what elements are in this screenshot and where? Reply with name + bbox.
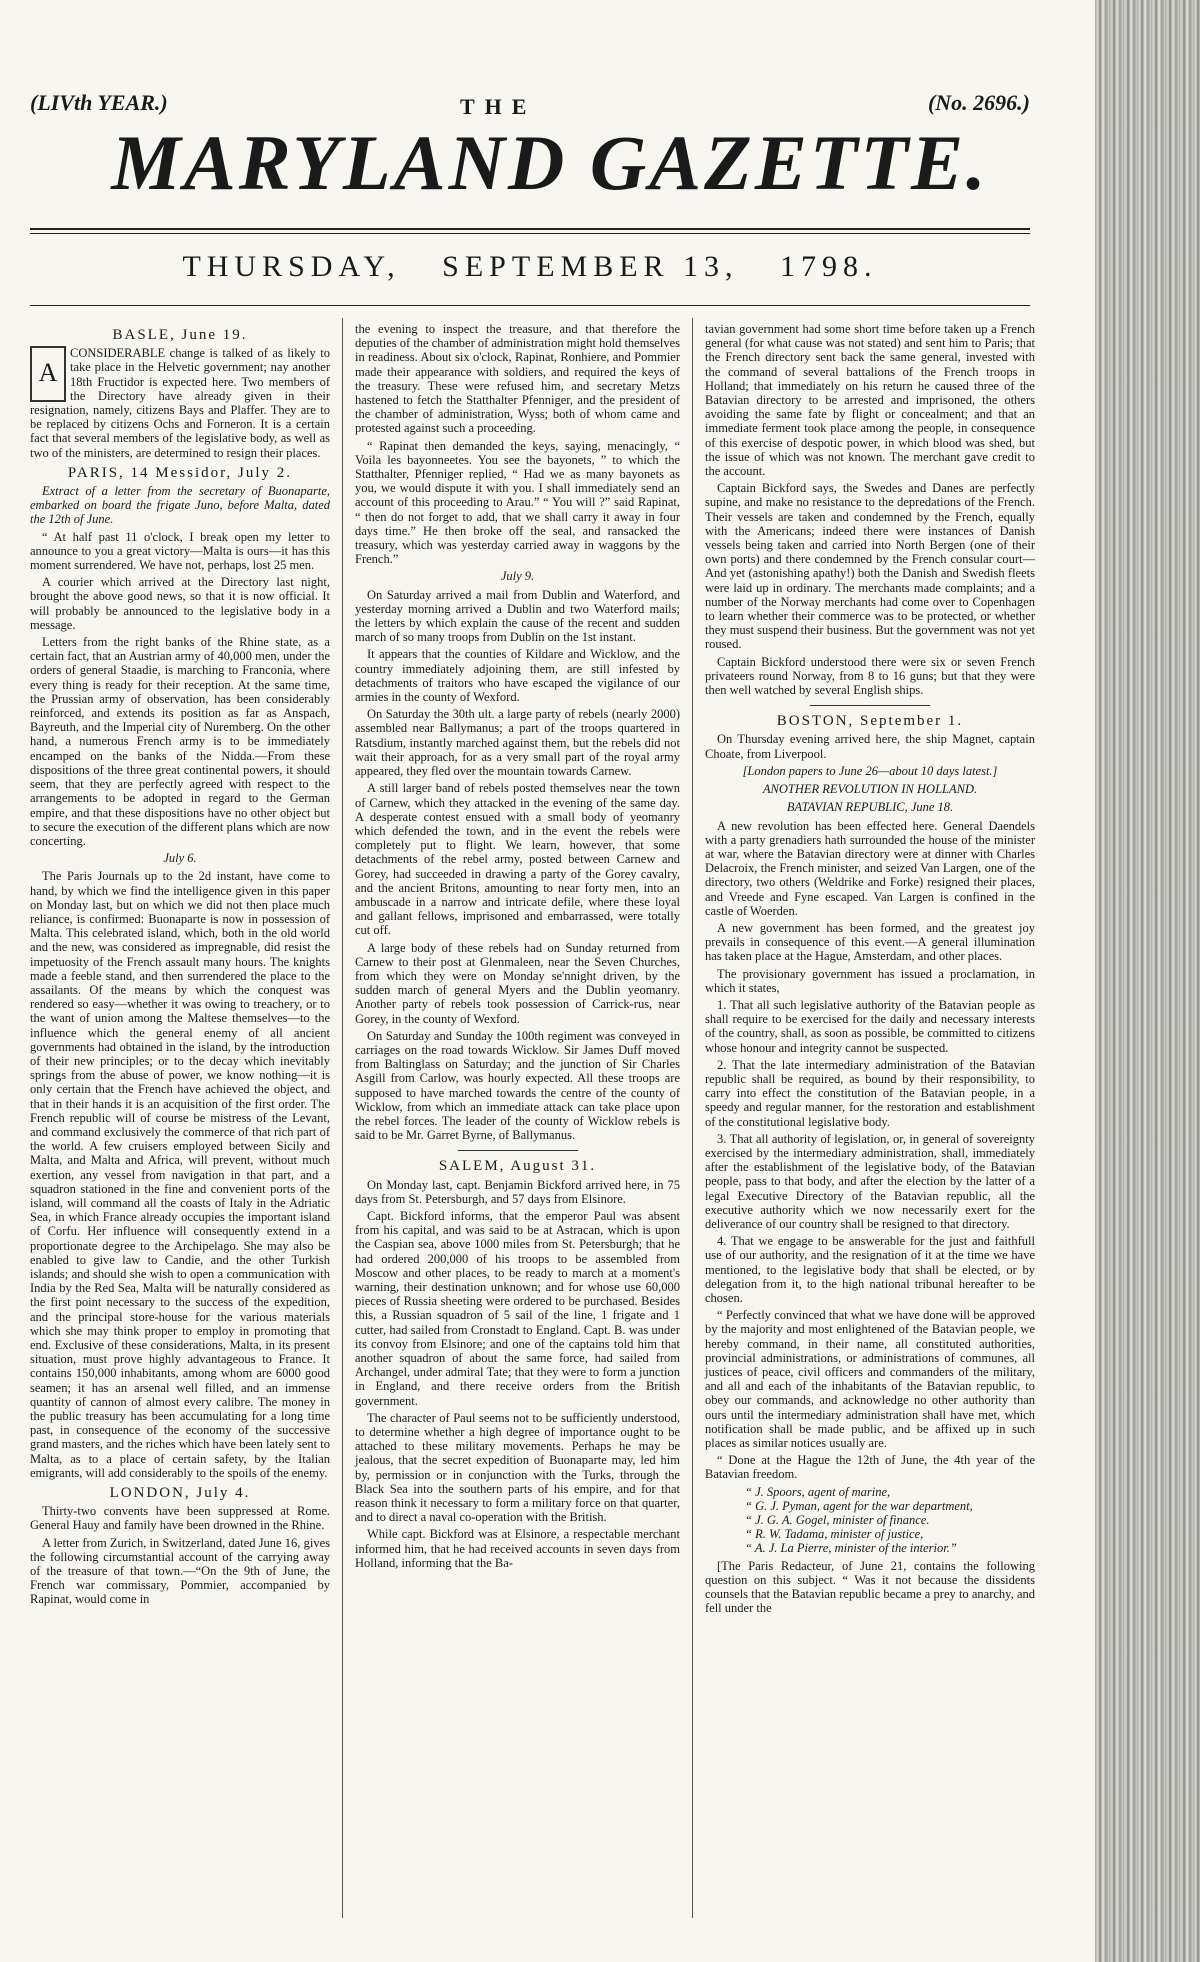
article-paragraph: 1. That all such legislative authority of the Batavian people as shall require to be exercised for the daily and necessary interests of the country, shall, as soon as possible, be committed to citizens whose honour and integrity cannot be suspected.	[705, 997, 1035, 1055]
article-paragraph: A new revolution has been effected here. General Daendels with a party grenadiers hath surrounded the house of the minister at war, where the Batavian directory were at dinner with Charles Delacroix, the French minister, and seized Van Largen, one of the directory, two others (Weldrike and Forke) resigned their places, and Vreede and Fyne escaped. Van Largen is confined in the castle of Woerden.	[705, 818, 1035, 918]
article-paragraph: the evening to inspect the treasure, and that therefore the deputies of the chamber of administration might hold themselves in readiness. About six o'clock, Rapinat, Ronhiere, and Pommier made their appearance with soldiers, and required the keys of the treasury. These were refused him, and secretary Metzs hastened to fetch the Statthalter Pfenniger, and the president of the chamber of administration, Wyss; both of whom came and protested against such a proceeding.	[355, 322, 680, 436]
article-date: July 6.	[163, 851, 197, 866]
ornamental-dropcap: A	[30, 346, 66, 402]
section-rule	[810, 705, 930, 706]
article-paragraph: On Thursday evening arrived here, the ship Magnet, captain Choate, from Liverpool.	[705, 732, 1035, 761]
article-paragraph: On Saturday arrived a mail from Dublin and Waterford, and yesterday morning arrived a Dublin and two Waterford mails; the letters by which explain the cause of the recent and sudden march of so many troops from Dublin on the 1st instant.	[355, 587, 680, 645]
article-heading: SALEM, August 31.	[438, 1158, 597, 1175]
article-subheading: Extract of a letter from the secretary of Buonaparte, embarked on board the frigate Juno, before Malta, dated the 12th of June.	[30, 484, 330, 527]
column-2	[355, 322, 680, 1573]
article-paragraph: “ Done at the Hague the 12th of June, the 4th year of the Batavian freedom.	[705, 1453, 1035, 1482]
article-paragraph: On Saturday the 30th ult. a large party of rebels (nearly 2000) assembled near Ballymanus; a part of the troops quartered in Ratsdium, instantly marched against them, but the rebels did not wait their approach, for as a very small part of the royal army appeared, they fled over the mountain towards Carnew.	[355, 707, 680, 779]
paragraph-text: CONSIDERABLE change is talked of as likely to take place in the Helvetic government; nay another 18th Fructidor is expected here. Two members of the Directory have already given in their resignation, namely, citizens Bays and Plaffer. They are to be replaced by citizens Ochs and Forneron. It is a certain fact that several members of the legislative body, as well as two of the ministers, are determined to resign their places.	[30, 346, 330, 460]
article-paragraph: A new government has been formed, and the greatest joy prevails in consequence of this event.—A general illumination has taken place at the Hague, Amsterdam, and other places.	[705, 920, 1035, 964]
masthead-rule-thin	[30, 233, 1030, 234]
article-heading: PARIS, 14 Messidor, July 2.	[67, 464, 293, 481]
dateline-day: THURSDAY,	[182, 250, 401, 283]
article-heading: BOSTON, September 1.	[776, 713, 964, 730]
masthead-rule	[30, 228, 1030, 230]
article-paragraph: On Monday last, capt. Benjamin Bickford arrived here, in 75 days from St. Petersburgh, and 57 days from Elsinore.	[355, 1177, 680, 1206]
article-paragraph: “ Rapinat then demanded the keys, saying, menacingly, “ Voila les bayonneetes. You see the bayonets, ” to which the Statthalter, Pfenniger replied, “ Had we as many bayonets as you, we would dispute it with you. I shall immediately send an account of this proceeding to Arau.” “ You will ?” said Rapinat, “ then do not forget to add, that we shall carry it away in four days time.” He then broke off the seal, and ransacked the treasury, which was yesterday carried away in waggons by the French.”	[355, 438, 680, 567]
article-paragraph: A large body of these rebels had on Sunday returned from Carnew to their post at Glenmaleen, near the Seven Churches, from which they were on Monday se'nnight driven, by the sudden march of general Myers and the Dublin yeomanry. Another party of rebels took possession of Carrick-rus, near Gorey, in the county of Wexford.	[355, 940, 680, 1026]
dateline	[30, 250, 1030, 284]
signatory: “ R. W. Tadama, minister of justice,	[745, 1527, 924, 1542]
dateline-rule	[30, 305, 1030, 306]
article-paragraph: 2. That the late intermediary administration of the Batavian republic shall be required, as bound by their responsibility, to carry into effect the constitution of the Batavian people, in a speedy and regular manner, for the restoration and establishment of the constitutional legislative body.	[705, 1057, 1035, 1129]
article-paragraph: tavian government had some short time before taken up a French general (for what cause was not stated) and sent him to Paris; that the French directory sent back the same general, invested with the command of several battalions of the French troops in Holland; that immediately on his return he caused three of the Batavian directory to be arrested and imprisoned, the others avoiding the same fate by flight or concealment; and that an immediate ferment took place among the people, in consequence of this exercise of despotic power, in which blood was shed, but the issue of which was not known. The merchant gave credit to the account.	[705, 322, 1035, 479]
page-edge-scan-artifact	[1095, 0, 1200, 1962]
article-paragraph: The character of Paul seems not to be sufficiently understood, to determine whether a high degree of importance ought to be attached to these military movements. Perhaps he may be jealous, that the secret expedition of Buonaparte may, led him by, permission or in conjunction with the Turks, through the Black Sea into the southern parts of his empire, and for that reason think it necessary to form a military force on that quarter, and to direct a naval co-operation with the British.	[355, 1410, 680, 1525]
signatory: “ J. G. A. Gogel, minister of finance.	[745, 1513, 930, 1528]
article-paragraph: It appears that the counties of Kildare and Wicklow, and the country immediately adjoining them, are still infested by detachments of traitors who have escaped the vigilance of our armies in the county of Wexford.	[355, 647, 680, 705]
article-paragraph: “ At half past 11 o'clock, I break open my letter to announce to you a great victory—Malta is ours—it has this moment surrendered. We have not, perhaps, lost 25 men.	[30, 529, 330, 573]
article-paragraph: A letter from Zurich, in Switzerland, dated June 16, gives the following circumstantial account of the carrying away of the treasure of that town.—“On the 9th of June, the French war commissary, Pommier, accompanied by Rapinat, would come in	[30, 1535, 330, 1607]
article-paragraph: [The Paris Redacteur, of June 21, contains the following question on this subject. “ Was it not because the dissidents counsels that the Batavian republic became a prey to anarchy, and fell under the	[705, 1558, 1035, 1616]
column-divider	[692, 318, 693, 1918]
article-heading: LONDON, July 4.	[109, 1485, 251, 1502]
article-paragraph	[30, 346, 330, 460]
article-paragraph: The provisionary government has issued a proclamation, in which it states,	[705, 966, 1035, 995]
article-paragraph: Captain Bickford says, the Swedes and Danes are perfectly supine, and make no resistance to the depredations of the French. Their vessels are taken and condemned by the French, equally with the Americans; indeed there were instances of Danish vessels being taken and carried into North Bergen (one of their own ports) and there condemned by the French consular court—And yet (astonishing apathy!) both the Danish and Swedish fleets were laid up in ordinary. The merchants made complaints; and a number of the Norway merchants had come over to Copenhagen to learn whether their commerce was to be protected, or whether they must suspend their business. But the government was not yet roused.	[705, 481, 1035, 652]
article-heading: BASLE, June 19.	[112, 327, 248, 343]
dateline-date: SEPTEMBER 13,	[442, 250, 739, 283]
article-paragraph: A still larger band of rebels posted themselves near the town of Carnew, which they attacked in the evening of the same day. A desperate contest ensued with a small body of yeomanry which defended the town, and in the event the rebels were completely put to flight. We learn, however, that some detachments of the rebel army, posted between Carnew and Gorey, had succeeded in drawing a party of the Gorey cavalry, and the ancient Britons, amounting to near forty men, into an ambuscade in a narrow and intricate defile, where these loyal and gallant fellows, imprisoned and embarrassed, were totally cut off.	[355, 781, 680, 938]
newspaper-title: MARYLAND GAZETTE.	[111, 119, 989, 206]
article-dateline: BATAVIAN REPUBLIC, June 18.	[786, 800, 954, 815]
column-1	[30, 322, 330, 1610]
signatory: “ A. J. La Pierre, minister of the interior.”	[745, 1541, 957, 1556]
masthead-the: THE	[460, 94, 537, 119]
dateline-year: 1798.	[780, 250, 878, 283]
article-date: July 9.	[500, 569, 535, 584]
article-paragraph: The Paris Journals up to the 2d instant, have come to hand, by which we find the intelligence given in this paper on Monday last, but on which we did not then place much reliance, is confirmed: Buonaparte is now in possession of Malta. This celebrated island, which, both in the old world and the new, was considered as impregnable, did resist the impetuosity of the French assault many hours. The knights made a feeble stand, and then surrendered the place to the assailants. Of the means by which the conquest was rendered so easy—whether it was owing to treachery, or to the want of union among the Maltese themselves—to the influence which the general enemy of all ancient governments had obtained in the island, by the introduction of their new principles; or to the decay which inevitably springs from the abuse of power, we know nothing—it is only certain that the French have achieved the object, and that in their hands it is an acquisition of the first order. The French republic will of course be mistress of the Levant, and command exclusively the commerce of that rich part of the world. A few cruisers employed between Sicily and Malta, and Malta and Africa, will prevent, without much exertion, any vessel from navigation in that part, and a squadron stationed in the fine and convenient ports of the island, will command all the coasts of Italy in the Adriatic Sea, in which France already occupies the important island of Corfu. Her influence will consequently extend in a proportionate degree to the Archipelago. She may also be enabled to give law to Candie, and the other Turkish islands; and should she wish to open a communication with India by the Red Sea, Malta will be naturally considered as the first point necessary to the success of the expedition, and the principal store-house for the various materials which she may think proper to employ in promoting that end. Exclusive of these considerations, Malta, in its present situation, must prove highly advantageous to France. It contains 150,000 inhabitants, among whom are 6000 good seamen; it has an arsenal well filled, and an immense quantity of cannon of almost every calibre. The money in the public treasury has been accumulating for a long time past, in consequence of the economy of the successive grand masters, and the riches which have been lately sent to Malta, as to a place of certain safety, by the Italian emigrants, will add considerably to the spoils of the enemy.	[30, 869, 330, 1480]
article-paragraph: Letters from the right banks of the Rhine state, as a certain fact, that an Austrian army of 40,000 men, under the orders of general Staadie, is marching to Franconia, where every thing is ready for their reception. At the same time, the Prussian army of observation, has been considerably reinforced, and extends its position as far as Anspach, Bayreuth, and the Imperial city of Nuremberg. On the other hand, a numerous French army is to be immediately encamped on the banks of the Nidda.—From these dispositions of the three great continental powers, it should seem, that they are perfectly agreed with respect to the arrangements to be adopted in regard to the German empire, and that these dispositions have no other object but to secure the execution of the different plans which are now concerting.	[30, 635, 330, 848]
article-subheading: ANOTHER REVOLUTION IN HOLLAND.	[762, 782, 978, 797]
article-paragraph: While capt. Bickford was at Elsinore, a respectable merchant informed him, that he had received accounts in seven days from Holland, informing that the Ba-	[355, 1527, 680, 1570]
section-rule	[458, 1150, 578, 1151]
article-paragraph: 4. That we engage to be answerable for the just and faithfull use of our authority, and the resignation of it at the time we have mentioned, to the legislative body that shall be elected, or by delegation from it, to the high national tribunal hereafter to be chosen.	[705, 1234, 1035, 1305]
article-paragraph: “ Perfectly convinced that what we have done will be approved by the majority and most enlightened of the Batavian people, we hereby command, in their name, all constituted authorities, provincial administrations, or administrations of communes, all justices of peace, civil officers and commanders of the military, and all and each of the inhabitants of the Batavian republic, to obey our commands, and acknowledge no other authority than ours until the intermediary administration shall have met, which notification shall be made public, and be affixed up in such places as similar notices usually are.	[705, 1308, 1035, 1451]
article-paragraph: Captain Bickford understood there were six or seven French privateers round Norway, from 8 to 16 guns; but that they were then well watched by several English ships.	[705, 654, 1035, 698]
article-paragraph: Capt. Bickford informs, that the emperor Paul was absent from his capital, and was said to be at Astracan, which is upon the Caspian sea, above 1000 miles from St. Petersburgh; that he had ordered 200,000 of his troops to be assembled from Moscow and other places, to be ready to march at a moment's warning, their destination unknown; and for whose use 60,000 pieces of Russia sheeting were ordered to be purchased. Besides this, a Russian squadron of 5 sail of the line, 1 frigate and 1 cutter, had sailed from Cronstadt to England. Capt. B. was under its convoy from Elsinore; and one of the captains told him that another squadron of about the same force, had sailed from Archangel, under admiral Tate; that they were to form a junction in England, and there receive orders from the British government.	[355, 1208, 680, 1408]
signatory: “ J. Spoors, agent of marine,	[745, 1484, 891, 1499]
article-paragraph: 3. That all authority of legislation, or, in general of sovereignty exercised by the intermediary administration, shall, immediately after the establishment of the legislative body, of the Batavian people, pass to that body, and after the election by the latter of a legal Executive Directory of the Batavian republic, all the executive authority which we now necessarily exert for the deliverance of our country shall be resigned to that directory.	[705, 1131, 1035, 1231]
article-paragraph: On Saturday and Sunday the 100th regiment was conveyed in carriages on the road towards Wicklow. Sir James Duff moved from Baltinglass on Saturday; and the junction of Sir Charles Asgill from Carlow, was hourly expected. All these troops are supposed to have marched towards the centre of the county of Wicklow, from which an immediate attack can take place upon the rebel forces. The leader of the county of Wicklow rebels is said to be Mr. Garret Byrne, of Ballymanus.	[355, 1028, 680, 1143]
article-paragraph: Thirty-two convents have been suppressed at Rome. General Hauy and family have been drowned in the Rhine.	[30, 1504, 330, 1533]
issue-number: (No. 2696.)	[927, 90, 1030, 115]
column-3	[705, 322, 1035, 1618]
article-note: [London papers to June 26—about 10 days latest.]	[742, 763, 998, 778]
volume-year: (LIVth YEAR.)	[30, 90, 168, 115]
signatory: “ G. J. Pyman, agent for the war department,	[745, 1498, 973, 1513]
column-divider	[342, 318, 343, 1918]
article-paragraph: A courier which arrived at the Directory last night, brought the above good news, so that it is now official. It will probably be announced to the legislative body in a message.	[30, 575, 330, 632]
